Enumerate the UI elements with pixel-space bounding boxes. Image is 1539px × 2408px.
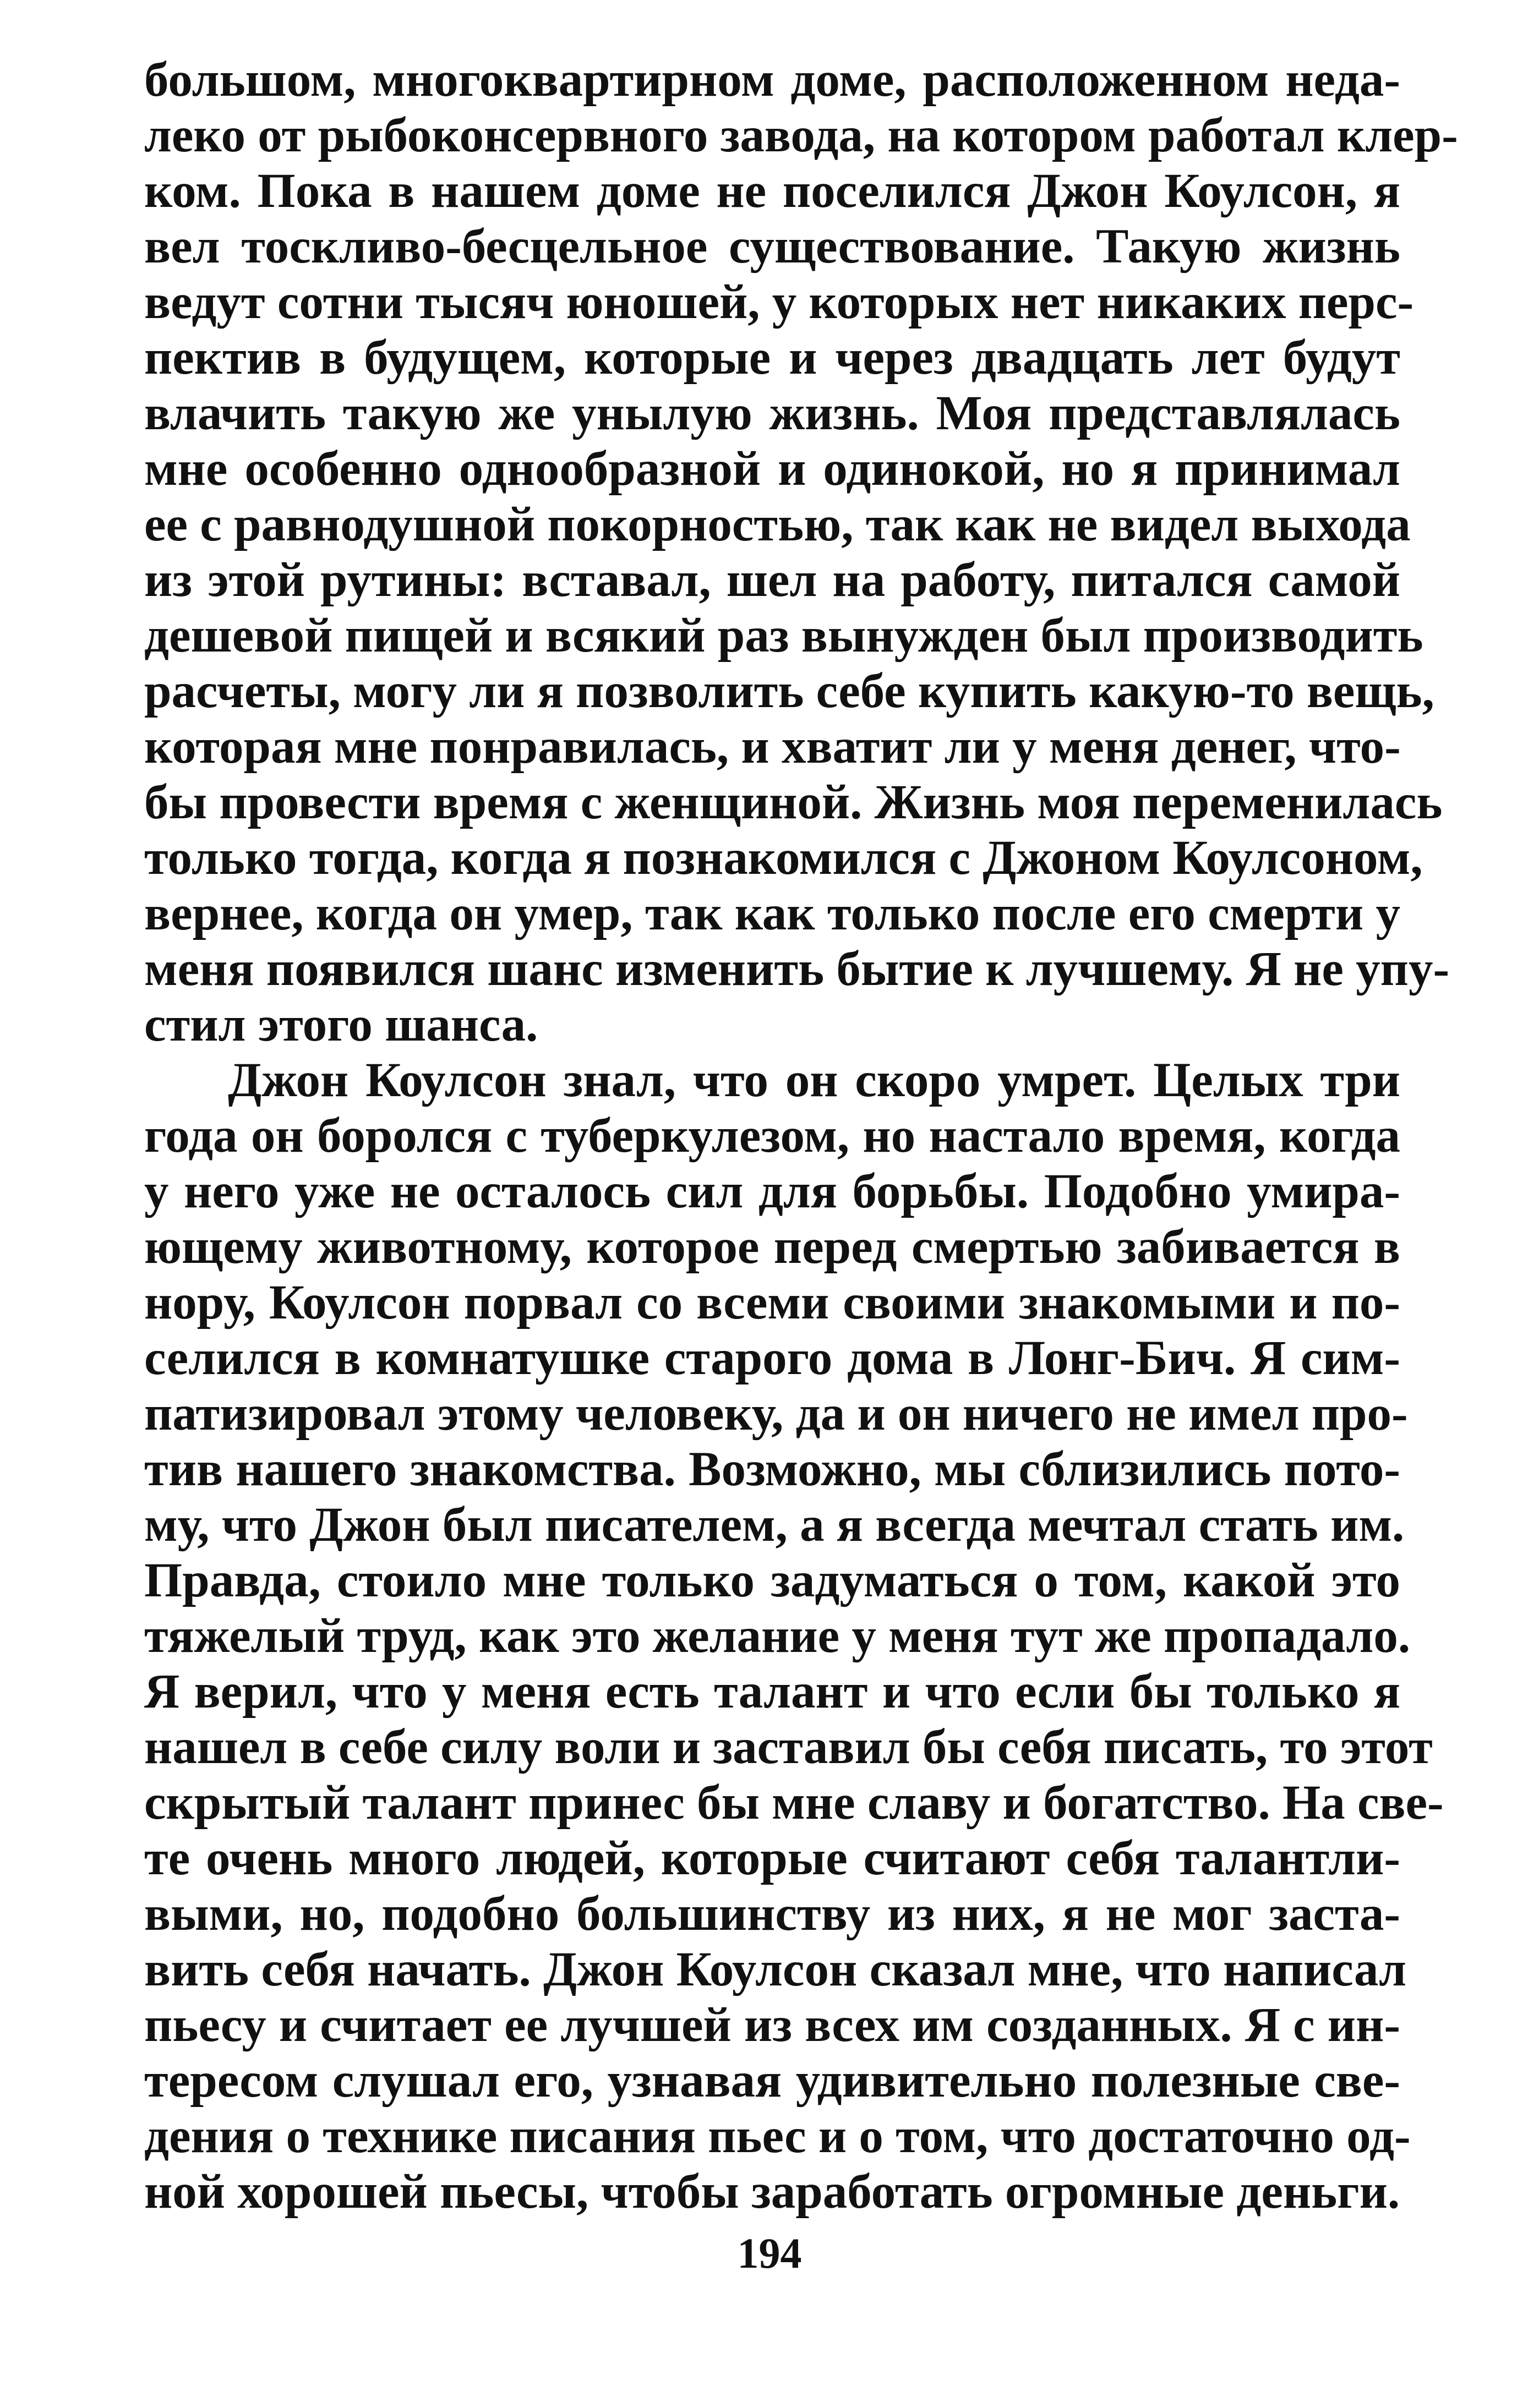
text-line: дешевой пищей и всякий раз вынужден был производить bbox=[144, 609, 1423, 663]
text-line: Я верил, что у меня есть талант и что если бы только я bbox=[144, 1665, 1400, 1719]
text-line: из этой рутины: вставал, шел на работу, питался самой bbox=[144, 553, 1400, 607]
text-line: вить себя начать. Джон Коулсон сказал мне, что написал bbox=[144, 1942, 1407, 1996]
text-line: те очень много людей, которые считают себя талантли- bbox=[144, 1831, 1400, 1885]
text-line: расчеты, могу ли я позволить себе купить какую-то вещь, bbox=[144, 664, 1434, 718]
text-line: пьесу и считает ее лучшей из всех им созданных. Я с ин- bbox=[144, 1998, 1400, 2052]
text-line: му, что Джон был писателем, а я всегда мечтал стать им. bbox=[144, 1498, 1405, 1552]
text-line: нору, Коулсон порвал со всеми своими знакомыми и по- bbox=[144, 1276, 1400, 1329]
text-line: тяжелый труд, как это желание у меня тут же пропадало. bbox=[144, 1609, 1411, 1663]
paragraph bbox=[144, 52, 1458, 1053]
text-line: нашел в себе силу воли и заставил бы себя писать, то этот bbox=[144, 1720, 1433, 1774]
text-line: влачить такую же унылую жизнь. Моя представлялась bbox=[144, 386, 1400, 440]
body-text bbox=[144, 52, 1458, 2220]
text-line: патизировал этому человеку, да и он ничего не имел про- bbox=[144, 1387, 1408, 1441]
text-line: у него уже не осталось сил для борьбы. Подобно умира- bbox=[144, 1164, 1400, 1218]
text-line: мне особенно однообразной и одинокой, но я принимал bbox=[144, 442, 1400, 496]
text-line: большом, многоквартирном доме, расположенном неда- bbox=[144, 53, 1400, 107]
text-line: которая мне понравилась, и хватит ли у меня денег, что- bbox=[144, 720, 1401, 774]
text-line: Правда, стоило мне только задуматься о том, какой это bbox=[144, 1553, 1400, 1607]
text-line: селился в комнатушке старого дома в Лонг-Бич. Я сим- bbox=[144, 1331, 1400, 1385]
text-line: пектив в будущем, которые и через двадцать лет будут bbox=[144, 331, 1400, 385]
text-line: Джон Коулсон знал, что он скоро умрет. Целых три bbox=[228, 1053, 1400, 1107]
text-line: ком. Пока в нашем доме не поселился Джон Коулсон, я bbox=[144, 164, 1400, 218]
text-line: тив нашего знакомства. Возможно, мы сблизились пото- bbox=[144, 1442, 1400, 1496]
text-line: только тогда, когда я познакомился с Джоном Коулсоном, bbox=[144, 831, 1423, 885]
text-line: скрытый талант принес бы мне славу и богатство. На све- bbox=[144, 1776, 1444, 1830]
text-line: тересом слушал его, узнавая удивительно полезные све- bbox=[144, 2054, 1400, 2108]
text-line: года он боролся с туберкулезом, но настало время, когда bbox=[144, 1109, 1400, 1163]
text-line: бы провести время с женщиной. Жизнь моя переменилась bbox=[144, 775, 1443, 829]
text-line: вел тоскливо-бесцельное существование. Такую жизнь bbox=[144, 220, 1400, 273]
text-line: выми, но, подобно большинству из них, я не мог заста- bbox=[144, 1887, 1400, 1941]
text-line: стил этого шанса. bbox=[144, 998, 538, 1052]
text-line: ведут сотни тысяч юношей, у которых нет никаких перс- bbox=[144, 275, 1414, 329]
text-line: вернее, когда он умер, так как только после его смерти у bbox=[144, 886, 1400, 940]
text-line: леко от рыбоконсервного завода, на котором работал клер- bbox=[144, 108, 1458, 162]
text-line: ющему животному, которое перед смертью забивается в bbox=[144, 1220, 1400, 1274]
page-number: 194 bbox=[737, 2229, 802, 2277]
text-line: меня появился шанс изменить бытие к лучшему. Я не упу- bbox=[144, 942, 1450, 996]
paragraph bbox=[144, 1053, 1444, 2220]
text-line: ее с равнодушной покорностью, так как не видел выхода bbox=[144, 497, 1411, 551]
text-line: дения о технике писания пьес и о том, что достаточно од- bbox=[144, 2109, 1411, 2163]
text-line: ной хорошей пьесы, чтобы заработать огромные деньги. bbox=[144, 2165, 1400, 2219]
